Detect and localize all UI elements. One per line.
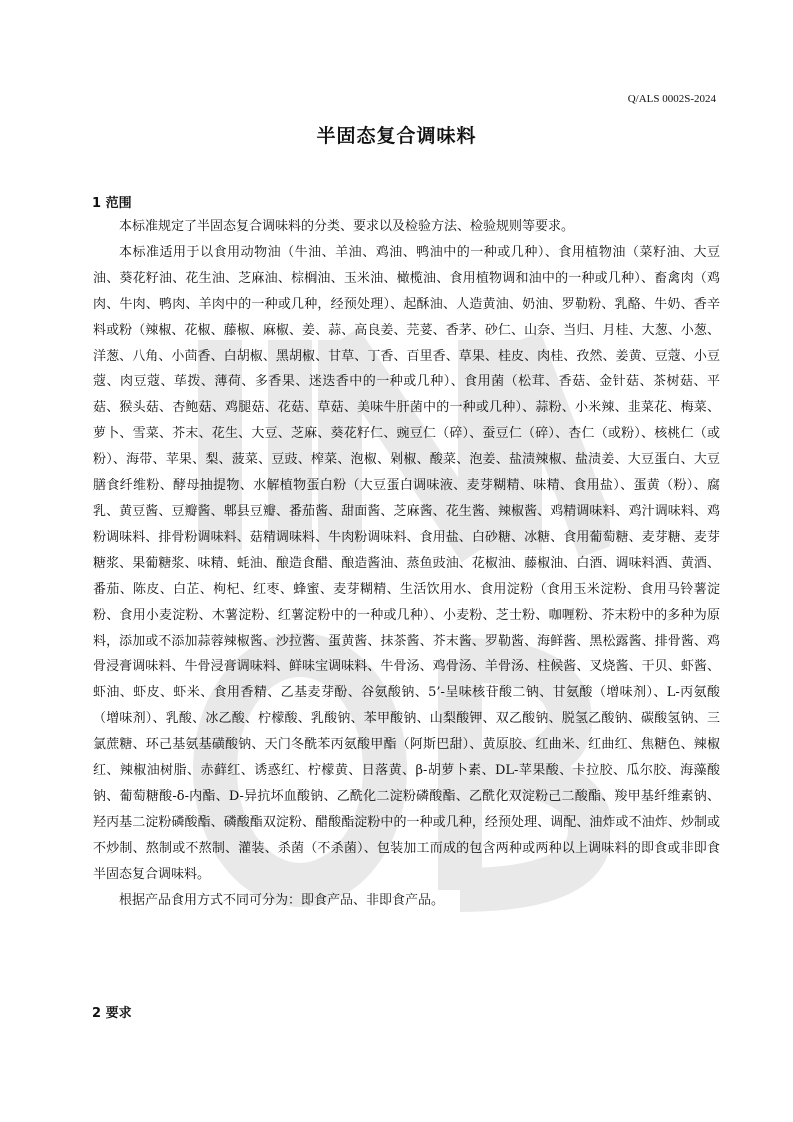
document-code: Q/ALS 0002S-2024 [627,93,716,105]
section-heading-requirements: 2 要求 [92,1006,132,1021]
section-body-scope [93,214,720,913]
paragraph: 本标准适用于以食用动物油（牛油、羊油、鸡油、鸭油中的一种或几种）、食用植物油（菜籽油、大豆油、葵花籽油、花生油、芝麻油、棕榈油、玉米油、橄榄油、食用植物调和油中的一种或几种）、畜禽肉（鸡肉、牛肉、鸭肉、羊肉中的一种或几种，经预处理）、起酥油、人造黄油、奶油、罗勒粉、乳酪、牛奶、香辛料或粉（辣椒、花椒、藤椒、麻椒、姜、蒜、高良姜、芫荽、香茅、砂仁、山奈、当归、月桂、大葱、小葱、洋葱、八角、小茴香、白胡椒、黑胡椒、甘草、丁香、百里香、草果、桂皮、肉桂、孜然、姜黄、豆蔻、小豆蔻、肉豆蔻、荜拨、薄荷、多香果、迷迭香中的一种或几种）、食用菌（松茸、香菇、金针菇、茶树菇、平菇、猴头菇、杏鲍菇、鸡腿菇、花菇、草菇、美味牛肝菌中的一种或几种）、蒜粉、小米辣、韭菜花、梅菜、萝卜、雪菜、芥末、花生、大豆、芝麻、葵花籽仁、豌豆仁（碎）、蚕豆仁（碎）、杏仁（或粉）、核桃仁（或粉）、海带、苹果、梨、菠菜、豆豉、榨菜、泡椒、剁椒、酸菜、泡姜、盐渍辣椒、盐渍姜、大豆蛋白、大豆膳食纤维粉、酵母抽提物、水解植物蛋白粉（大豆蛋白调味液、麦芽糊精、味精、食用盐）、蛋黄（粉）、腐乳、黄豆酱、豆瓣酱、郫县豆瓣、番茄酱、甜面酱、芝麻酱、花生酱、辣椒酱、鸡精调味料、鸡汁调味料、鸡粉调味料、排骨粉调味料、菇精调味料、牛肉粉调味料、食用盐、白砂糖、冰糖、食用葡萄糖、麦芽糖、麦芽糖浆、果葡糖浆、味精、蚝油、酿造食醋、酿造酱油、蒸鱼豉油、花椒油、藤椒油、白酒、调味料酒、黄酒、番茄、陈皮、白芷、枸杞、红枣、蜂蜜、麦芽糊精、生活饮用水、食用淀粉（食用玉米淀粉、食用马铃薯淀粉、食用小麦淀粉、木薯淀粉、红薯淀粉中的一种或几种）、小麦粉、芝士粉、咖喱粉、芥末粉中的多种为原料，添加或不添加蒜蓉辣椒酱、沙拉酱、蛋黄酱、抹茶酱、芥末酱、罗勒酱、海鲜酱、黑松露酱、排骨酱、鸡骨浸膏调味料、牛骨浸膏调味料、鲜味宝调味料、牛骨汤、鸡骨汤、羊骨汤、柱候酱、叉烧酱、干贝、虾酱、虾油、虾皮、虾米、食用香精、乙基麦芽酚、谷氨酸钠、5’-呈味核苷酸二钠、甘氨酸（增味剂）、L-丙氨酸（增味剂）、乳酸、冰乙酸、柠檬酸、乳酸钠、苯甲酸钠、山梨酸钾、双乙酸钠、脱氢乙酸钠、碳酸氢钠、三氯蔗糖、环己基氨基磺酸钠、天门冬酰苯丙氨酸甲酯（阿斯巴甜）、黄原胶、红曲米、红曲红、焦糖色、辣椒红、辣椒油树脂、赤藓红、诱惑红、柠檬黄、日落黄、β-胡萝卜素、DL-苹果酸、卡拉胶、瓜尔胶、海藻酸钠、葡萄糖酸-δ-内酯、D-异抗坏血酸钠、乙酰化二淀粉磷酸酯、乙酰化双淀粉己二酸酯、羧甲基纤维素钠、羟丙基二淀粉磷酸酯、磷酸酯双淀粉、醋酸酯淀粉中的一种或几种，经预处理、调配、油炸或不油炸、炒制或不炒制、熬制或不熬制、灌装、杀菌（不杀菌）、包装加工而成的包含两种或两种以上调味料的即食或非即食半固态复合调味料。 [93,244,720,882]
section-heading-scope: 1 范围 [92,196,132,211]
document-title: 半固态复合调味料 [316,125,477,147]
paragraph: 本标准规定了半固态复合调味料的分类、要求以及检验方法、检验规则等要求。 [119,219,575,234]
paragraph: 根据产品食用方式不同可分为：即食产品、非即食产品。 [119,892,445,908]
